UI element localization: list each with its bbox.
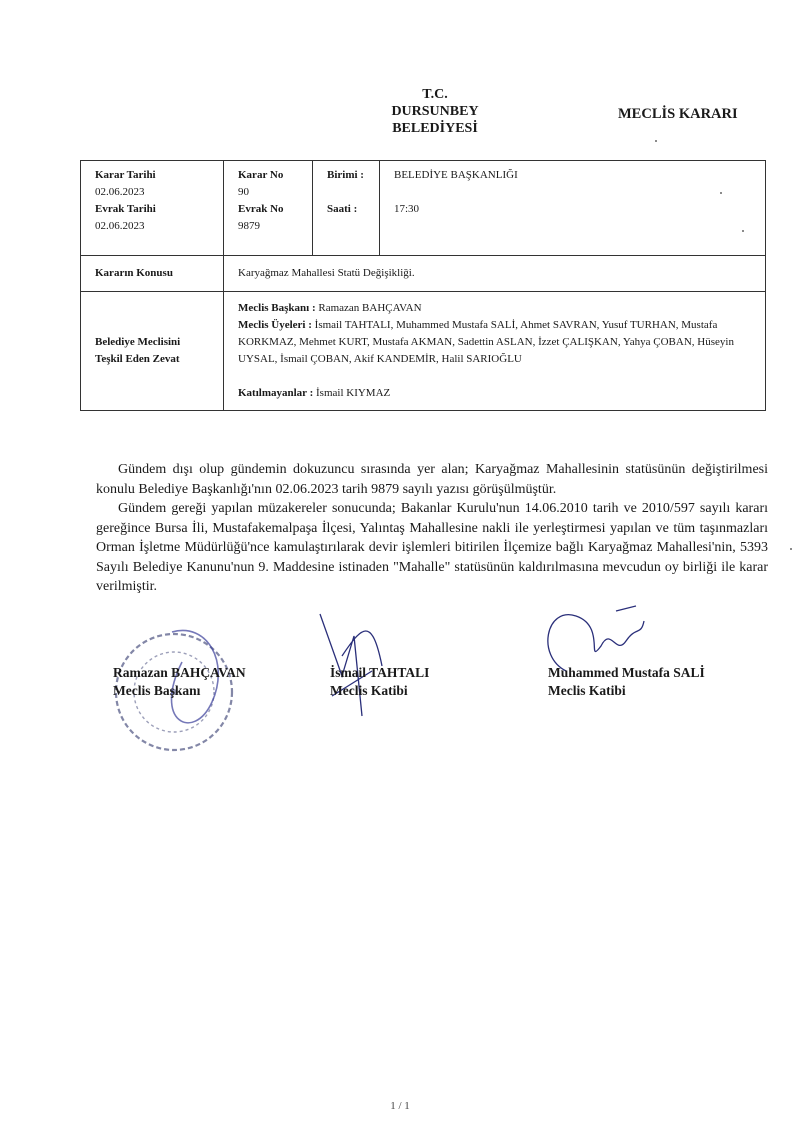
konu-label: Kararın Konusu: [81, 256, 224, 292]
members-cell: [224, 292, 766, 411]
decision-body: [96, 460, 768, 597]
scan-speck: [742, 230, 744, 232]
scan-speck: [655, 140, 657, 142]
decision-info-table: [80, 160, 766, 411]
document-type: MECLİS KARARI: [618, 106, 738, 122]
karar-no-label: Karar No: [238, 169, 284, 181]
signatory-name: Ramazan BAHÇAVAN: [113, 665, 246, 680]
page-number: 1 / 1: [390, 1100, 410, 1112]
header-dursunbey: DURSUNBEY: [391, 104, 479, 119]
evrak-tarihi-value: 02.06.2023: [95, 220, 145, 232]
zevat-label-line2: Teşkil Eden Zevat: [95, 353, 180, 365]
signature-block-katip-2: [548, 664, 705, 700]
signatory-title: Meclis Katibi: [548, 683, 626, 698]
zevat-label-line1: Belediye Meclisini: [95, 336, 181, 348]
baskan-value: Ramazan BAHÇAVAN: [318, 302, 422, 314]
uyeler-label: Meclis Üyeleri :: [238, 319, 312, 331]
evrak-tarihi-label: Evrak Tarihi: [95, 203, 156, 215]
signatory-title: Meclis Başkanı: [113, 683, 201, 698]
birimi-label: Birimi :: [327, 169, 364, 181]
signature-block-baskan: [113, 664, 246, 700]
evrak-no-value: 9879: [238, 220, 260, 232]
header-belediye: BELEDİYESİ: [392, 121, 478, 136]
header-tc: T.C.: [422, 87, 448, 102]
baskan-label: Meclis Başkanı :: [238, 302, 316, 314]
birimi-value: BELEDİYE BAŞKANLIĞI: [394, 169, 518, 181]
karar-no-value: 90: [238, 186, 249, 198]
signature-block-katip-1: [330, 664, 429, 700]
scan-speck: [720, 192, 722, 194]
body-paragraph-2: Gündem gereği yapılan müzakereler sonucunda; Bakanlar Kurulu'nun 14.06.2010 tarih ve 2010/597 sayılı kararı gereğince Bursa İli, Mustafakemalpaşa İlçesi, Yalıntaş Mahallesine nakli ile yerleştirmesi yapılan ve tüm taşınmazları Orman İşletme Müdürlüğü'nce kamulaştırılarak devir işlemleri bitirilen İlçemize bağlı Karyağmaz Mahallesi'nin, 5393 Sayılı Belediye Kanunu'nun 9. Maddesine istinaden "Mahalle" statüsünün kaldırılmasına mevcudun oy birliği ile karar verilmiştir.: [96, 501, 768, 594]
saati-value: 17:30: [394, 203, 420, 215]
evrak-no-label: Evrak No: [238, 203, 284, 215]
karar-tarihi-value: 02.06.2023: [95, 186, 145, 198]
signatory-name: İsmail TAHTALI: [330, 665, 430, 680]
numbers-cell: [224, 161, 313, 256]
uyeler-value: İsmail TAHTALI, Muhammed Mustafa SALİ, Ahmet SAVRAN, Yusuf TURHAN, Mustafa KORKMAZ, Mehmet KURT, Mustafa AKMAN, Sadettin ASLAN, İzzet ÇALIŞKAN, Yahya ÇOBAN, Hüseyin UYSAL, İsmail ÇOBAN, Akif KANDEMİR, Halil SARIOĞLU: [238, 319, 734, 365]
body-paragraph-1: Gündem dışı olup gündemin dokuzuncu sırasında yer alan; Karyağmaz Mahallesinin statüsünün değiştirilmesi konulu Belediye Başkanlığı'nın 02.06.2023 tarih 9879 sayılı yazısı görüşülmüştür.: [96, 462, 768, 497]
institution-header: [340, 86, 530, 137]
konu-value: Karyağmaz Mahallesi Statü Değişikliği.: [224, 256, 766, 292]
signatory-title: Meclis Katibi: [330, 683, 408, 698]
saati-label: Saati :: [327, 203, 358, 215]
katilmayan-value: İsmail KIYMAZ: [316, 387, 391, 399]
karar-tarihi-label: Karar Tarihi: [95, 169, 156, 181]
scan-speck: [790, 548, 792, 550]
unit-values-cell: [380, 161, 766, 256]
katilmayan-label: Katılmayanlar :: [238, 387, 314, 399]
dates-cell: [81, 161, 224, 256]
unit-labels-cell: [313, 161, 380, 256]
zevat-label: [81, 292, 224, 411]
signatory-name: Muhammed Mustafa SALİ: [548, 665, 705, 680]
